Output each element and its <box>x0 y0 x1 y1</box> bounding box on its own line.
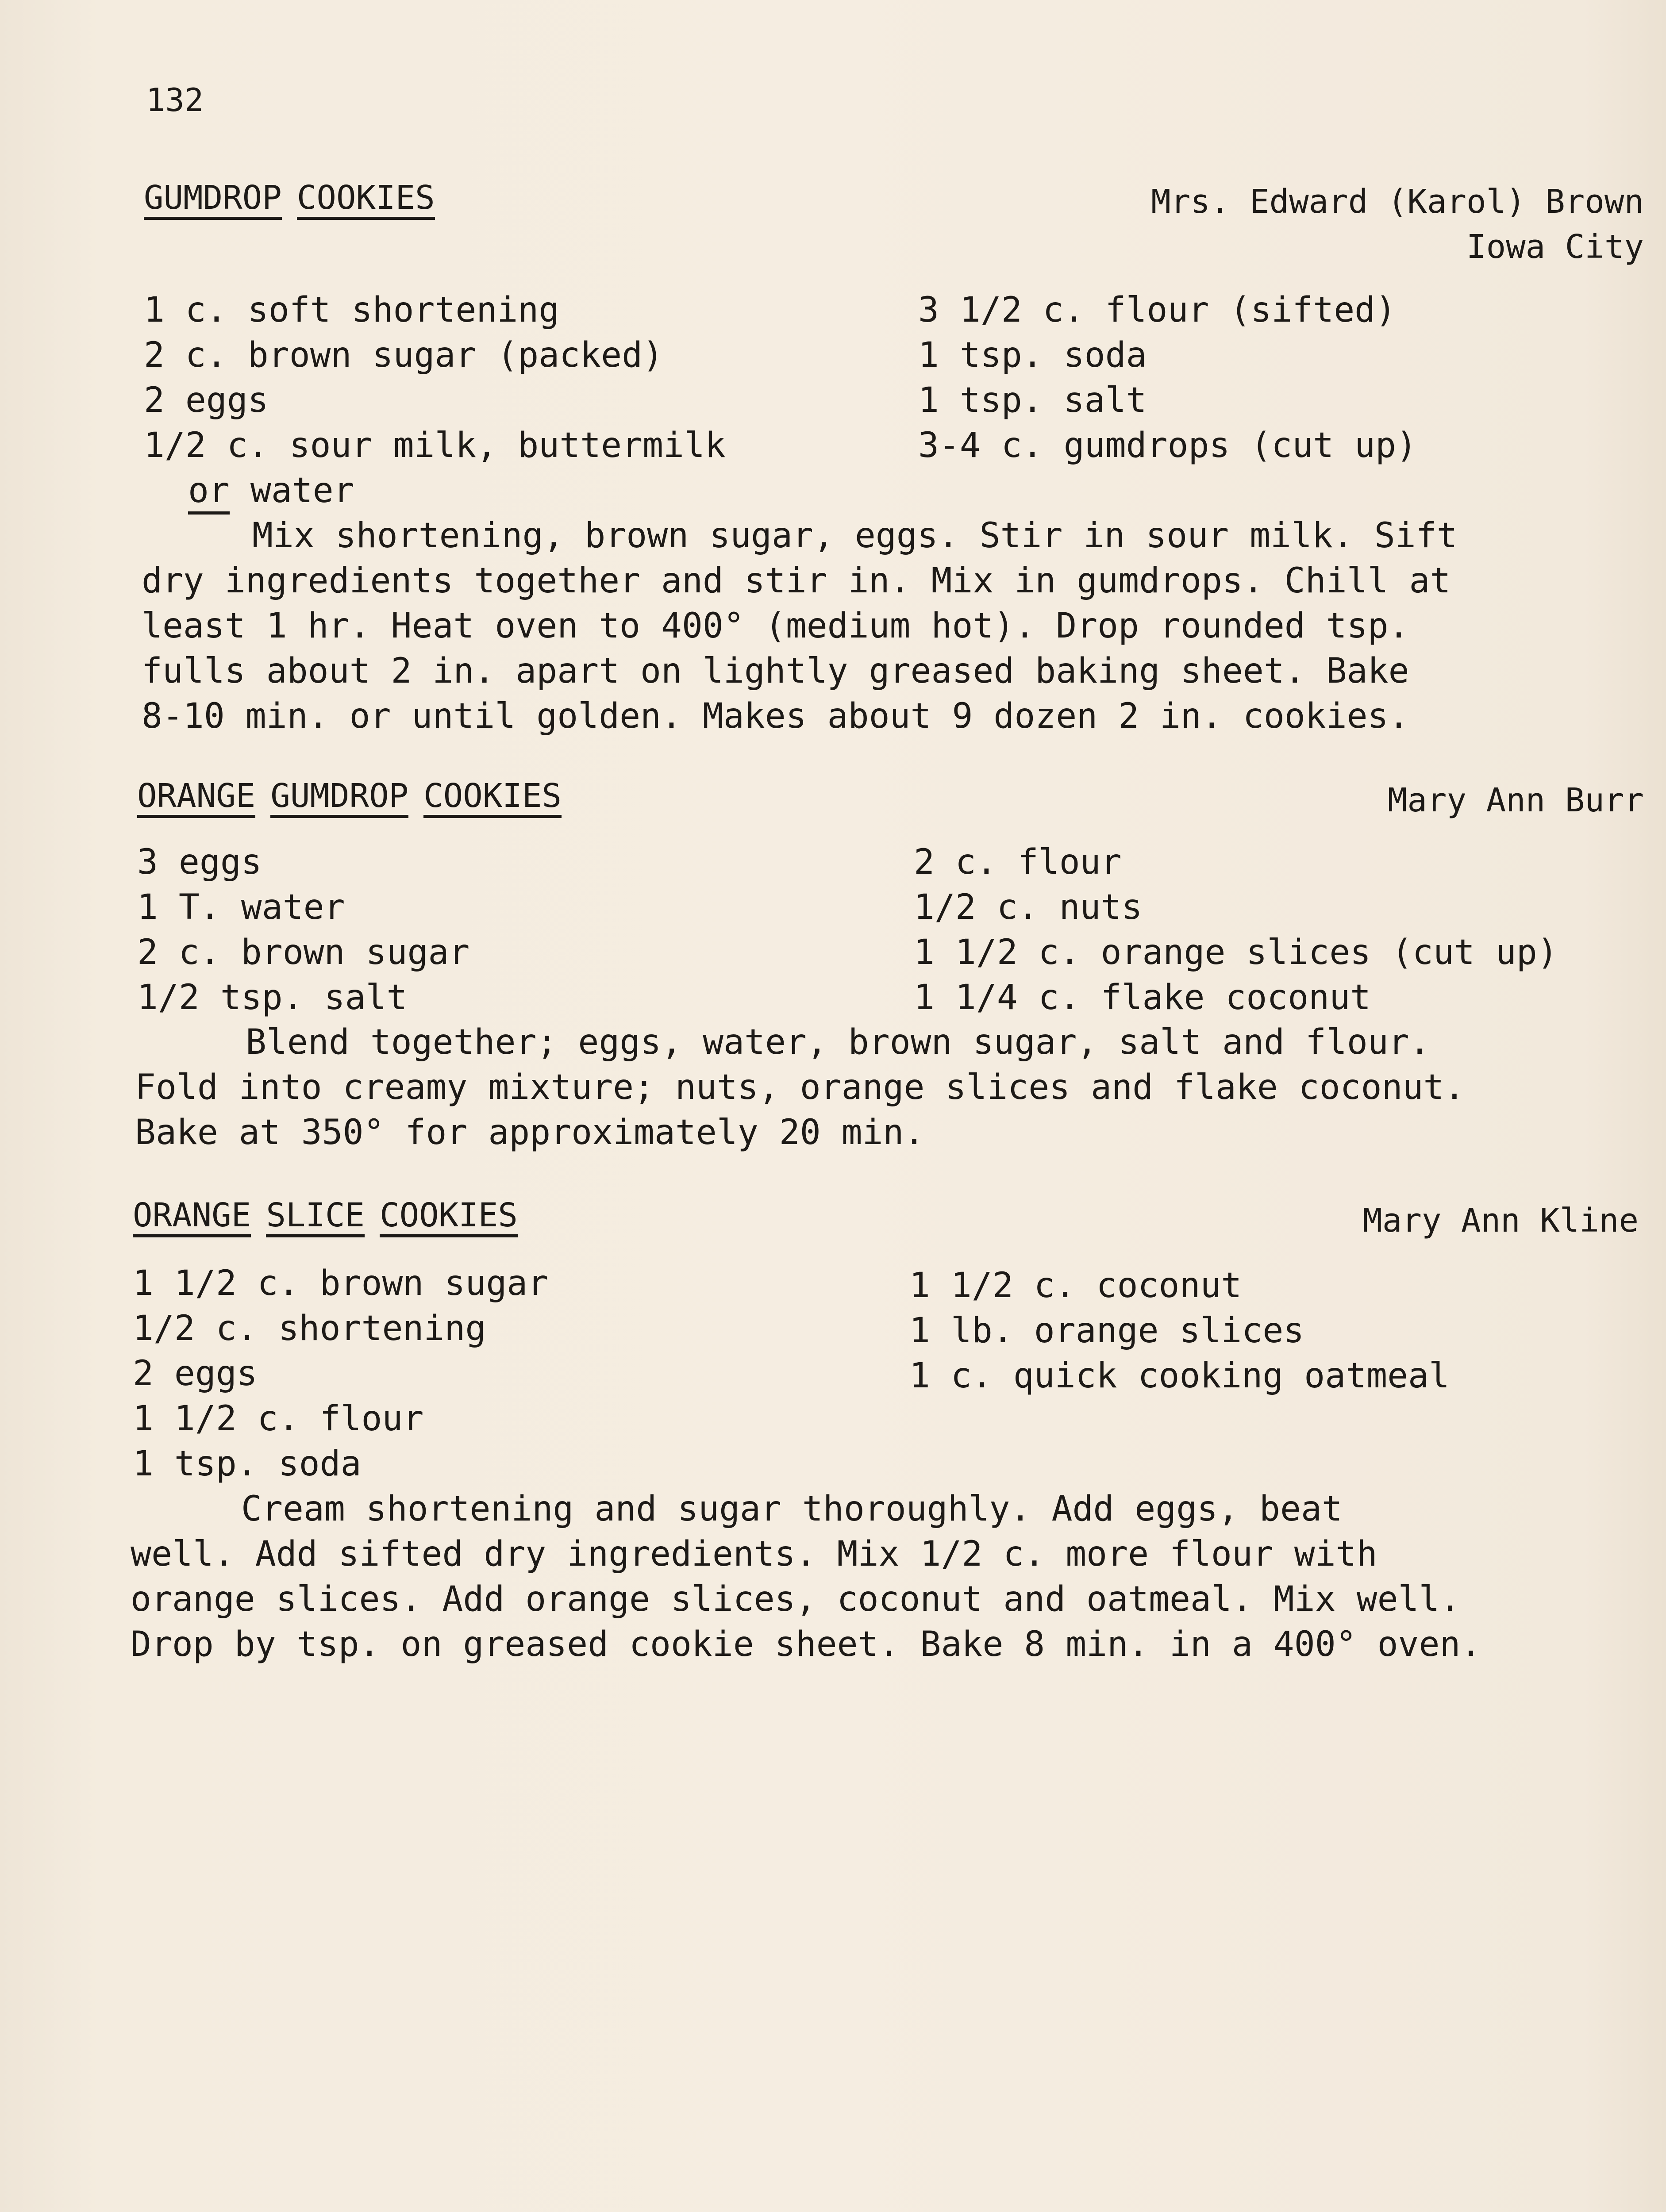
author-line: Mary Ann Burr <box>1387 781 1644 819</box>
ingredient: 1 c. quick cooking oatmeal <box>909 1356 1450 1396</box>
recipe-title <box>137 777 577 818</box>
method-line: well. Add sifted dry ingredients. Mix 1/2 c. more flour with <box>131 1534 1377 1574</box>
method-line: least 1 hr. Heat oven to 400° (medium hot). Drop rounded tsp. <box>142 606 1409 646</box>
ingredient: 1 lb. orange slices <box>909 1311 1304 1351</box>
ingredient: 1 1/4 c. flake coconut <box>914 978 1371 1018</box>
ingredient: 1 T. water <box>137 887 345 927</box>
ingredients-right <box>914 840 1558 1020</box>
title-word: COOKIES <box>380 1199 518 1237</box>
method-line: Mix shortening, brown sugar, eggs. Stir in sour milk. Sift <box>252 516 1458 556</box>
recipe-title <box>144 181 450 220</box>
ingredient: 1 c. soft shortening <box>144 290 560 330</box>
ingredient: 2 c. brown sugar <box>137 933 470 972</box>
title-word: GUMDROP <box>270 780 408 818</box>
ingredients-left <box>133 1261 548 1486</box>
ingredient-word: water <box>250 471 354 511</box>
title-word: ORANGE <box>137 780 255 818</box>
title-word: GUMDROP <box>144 181 282 220</box>
author-line: Iowa City <box>1466 228 1644 266</box>
method-line: Bake at 350° for approximately 20 min. <box>135 1113 925 1152</box>
ingredient: 1/2 tsp. salt <box>137 978 408 1018</box>
ingredient: 1/2 c. sour milk, buttermilk <box>144 426 726 465</box>
title-word: SLICE <box>266 1199 365 1237</box>
ingredient: 1/2 c. shortening <box>133 1309 486 1348</box>
method-line: orange slices. Add orange slices, coconut and oatmeal. Mix well. <box>131 1579 1461 1619</box>
recipe-title <box>133 1196 533 1237</box>
title-word: ORANGE <box>133 1199 251 1237</box>
ingredient: 1 1/2 c. flour <box>133 1399 424 1439</box>
ingredient: 1 1/2 c. brown sugar <box>133 1263 549 1303</box>
ingredients-left <box>137 840 469 1020</box>
author-line: Mrs. Edward (Karol) Brown <box>1151 183 1644 221</box>
ingredients-right <box>918 288 1417 468</box>
ingredient: 1 1/2 c. orange slices (cut up) <box>914 933 1558 972</box>
ingredient: 2 eggs <box>144 380 269 420</box>
method-text <box>135 1020 1465 1155</box>
ingredient-underlined-word: or <box>188 471 230 515</box>
page-number: 132 <box>146 81 204 119</box>
title-word: COOKIES <box>297 181 435 220</box>
ingredients-right <box>909 1263 1450 1398</box>
method-text <box>142 513 1458 739</box>
recipe-author <box>1388 778 1644 823</box>
ingredient: 2 c. flour <box>914 842 1122 882</box>
method-line: 8-10 min. or until golden. Makes about 9 dozen 2 in. cookies. <box>142 696 1409 736</box>
recipe-author <box>1362 1198 1639 1243</box>
method-text <box>131 1486 1481 1667</box>
method-line: Drop by tsp. on greased cookie sheet. Bake 8 min. in a 400° oven. <box>131 1624 1481 1664</box>
method-line: dry ingredients together and stir in. Mix in gumdrops. Chill at <box>142 561 1451 601</box>
ingredient: 1 1/2 c. coconut <box>909 1266 1242 1306</box>
ingredient: 2 c. brown sugar (packed) <box>144 335 663 375</box>
ingredient-continuation <box>144 468 726 513</box>
method-line: fulls about 2 in. apart on lightly greased baking sheet. Bake <box>142 651 1409 691</box>
ingredient: 1 tsp. salt <box>918 380 1147 420</box>
ingredient: 2 eggs <box>133 1354 258 1394</box>
author-line: Mary Ann Kline <box>1362 1202 1639 1240</box>
method-line: Blend together; eggs, water, brown sugar, salt and flour. <box>246 1022 1430 1062</box>
ingredients-left <box>144 288 726 513</box>
method-line: Cream shortening and sugar thoroughly. Add eggs, beat <box>241 1489 1343 1529</box>
method-line: Fold into creamy mixture; nuts, orange slices and flake coconut. <box>135 1068 1465 1107</box>
recipe-author <box>1151 179 1644 269</box>
ingredient: 3 1/2 c. flour (sifted) <box>918 290 1397 330</box>
title-word: COOKIES <box>423 780 562 818</box>
ingredient: 1 tsp. soda <box>133 1444 362 1484</box>
ingredient: 1/2 c. nuts <box>914 887 1143 927</box>
ingredient: 3 eggs <box>137 842 262 882</box>
ingredient: 1 tsp. soda <box>918 335 1147 375</box>
ingredient: 3-4 c. gumdrops (cut up) <box>918 426 1417 465</box>
